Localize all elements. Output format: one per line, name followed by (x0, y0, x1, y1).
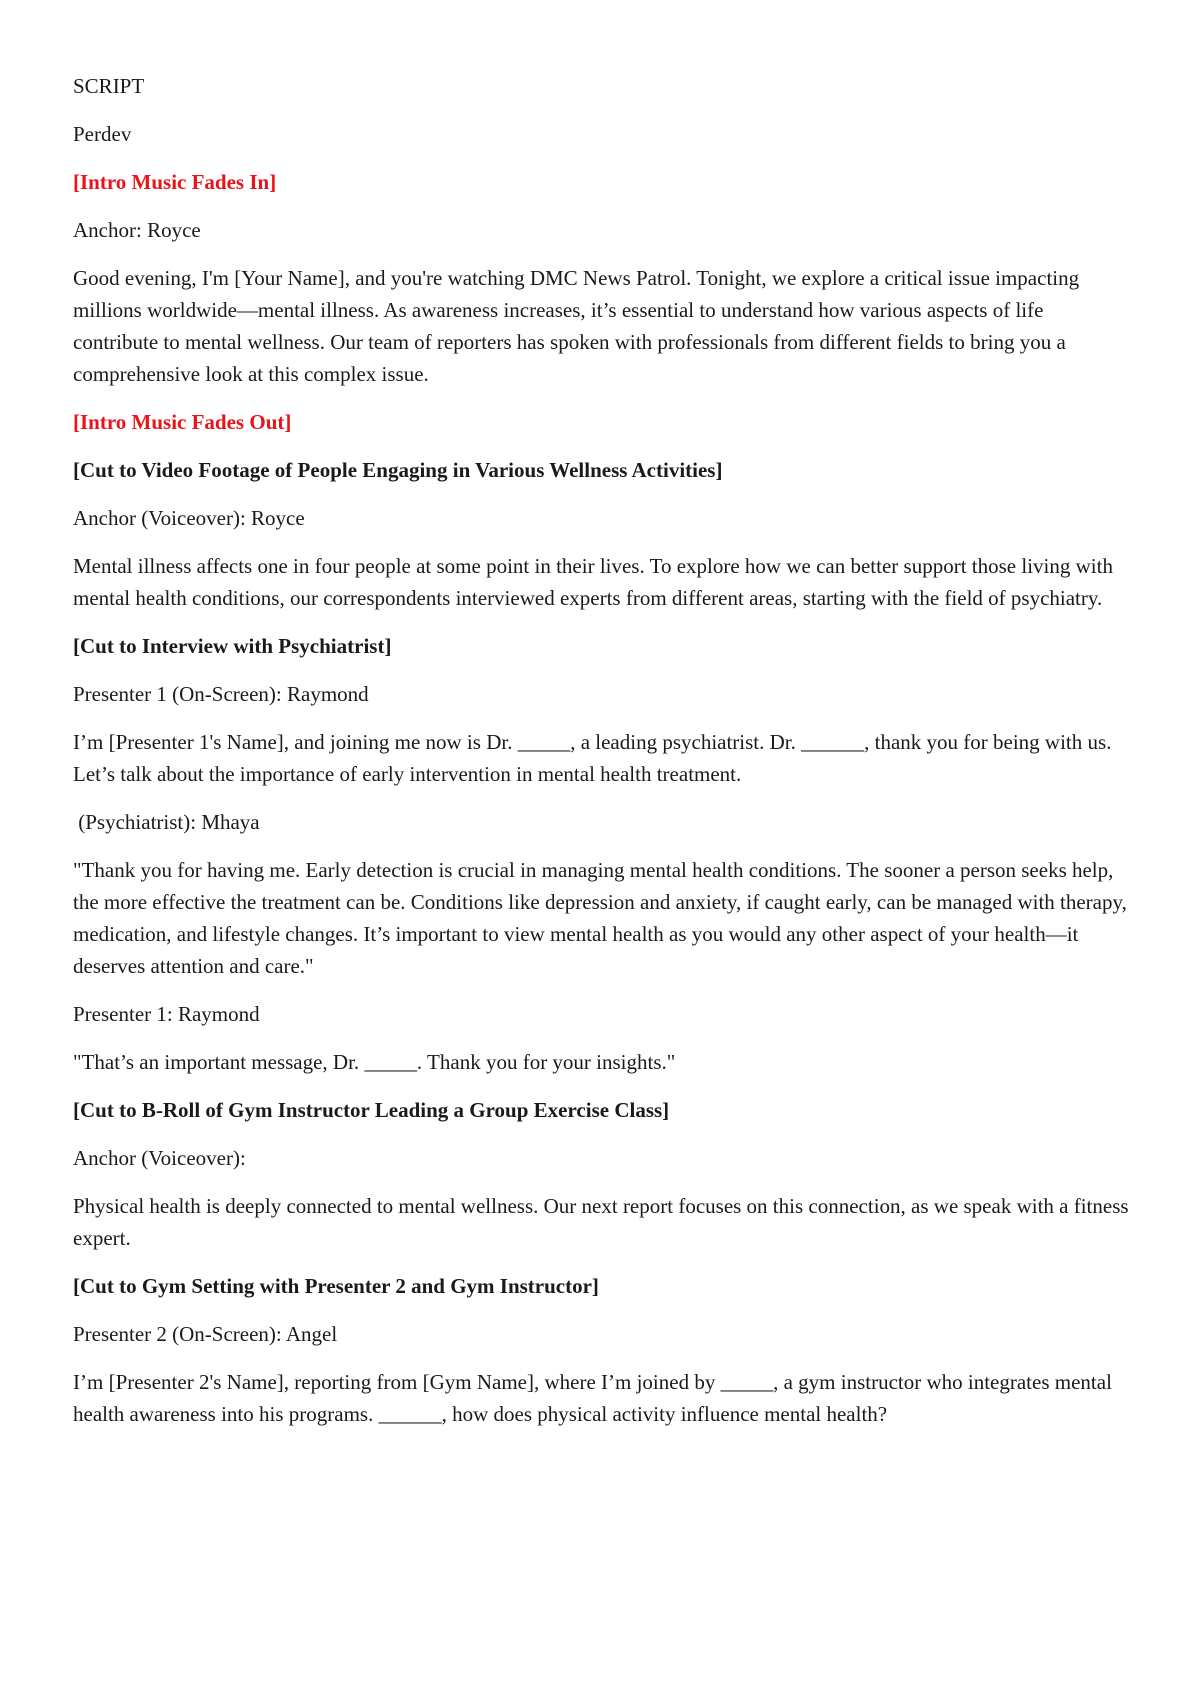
document-body (73, 70, 1133, 1446)
speaker-line-anchor-voiceover-2: Anchor (Voiceover): (73, 1146, 246, 1170)
speaker-line-anchor-voiceover: Anchor (Voiceover): Royce (73, 506, 305, 530)
stage-cue-gym-b-roll: [Cut to B-Roll of Gym Instructor Leading a Group Exercise Class] (73, 1098, 670, 1122)
speaker-line-presenter-1: Presenter 1 (On-Screen): Raymond (73, 682, 369, 706)
stage-cue-intro-music-out: [Intro Music Fades Out] (73, 410, 292, 434)
stage-cue-intro-music-in: [Intro Music Fades In] (73, 170, 277, 194)
speaker-line-presenter-1-reply: Presenter 1: Raymond (73, 1002, 260, 1026)
stage-cue-wellness-footage: [Cut to Video Footage of People Engaging in Various Wellness Activities] (73, 458, 723, 482)
anchor-voiceover-dialogue-2: Physical health is deeply connected to mental wellness. Our next report focuses on this connection, as we speak with a fitness expert. (73, 1194, 1134, 1250)
presenter-1-dialogue: I’m [Presenter 1's Name], and joining me now is Dr. _____, a leading psychiatrist. Dr. ______, thank you for being with us. Let’s talk about the importance of early intervention in mental health treatment. (73, 730, 1117, 786)
stage-cue-psychiatrist-interview: [Cut to Interview with Psychiatrist] (73, 634, 392, 658)
document-author: Perdev (73, 122, 132, 146)
anchor-voiceover-dialogue: Mental illness affects one in four people at some point in their lives. To explore how we can better support those living with mental health conditions, our correspondents interviewed experts from different areas, starting with the field of psychiatry. (73, 554, 1119, 610)
presenter-1-reply-dialogue: "That’s an important message, Dr. _____. Thank you for your insights." (73, 1050, 676, 1074)
stage-cue-gym-setting: [Cut to Gym Setting with Presenter 2 and Gym Instructor] (73, 1274, 599, 1298)
psychiatrist-dialogue: "Thank you for having me. Early detection is crucial in managing mental health conditions. The sooner a person seeks help, the more effective the treatment can be. Conditions like depression and anxiety, if caught early, can be managed with therapy, medication, and lifestyle changes. It’s important to view mental health as you would any other aspect of your health—it deserves attention and care." (73, 858, 1133, 978)
speaker-line-psychiatrist: (Psychiatrist): Mhaya (73, 810, 260, 834)
speaker-line-presenter-2: Presenter 2 (On-Screen): Angel (73, 1322, 338, 1346)
presenter-2-dialogue: I’m [Presenter 2's Name], reporting from [Gym Name], where I’m joined by _____, a gym instructor who integrates mental health awareness into his programs. ______, how does physical activity influence mental health? (73, 1370, 1118, 1426)
speaker-line-anchor: Anchor: Royce (73, 218, 201, 242)
anchor-dialogue: Good evening, I'm [Your Name], and you're watching DMC News Patrol. Tonight, we explore a critical issue impacting millions worldwide—mental illness. As awareness increases, it’s essential to understand how various aspects of life contribute to mental wellness. Our team of reporters has spoken with professionals from different fields to bring you a comprehensive look at this complex issue. (73, 266, 1085, 386)
document-title: SCRIPT (73, 74, 145, 98)
